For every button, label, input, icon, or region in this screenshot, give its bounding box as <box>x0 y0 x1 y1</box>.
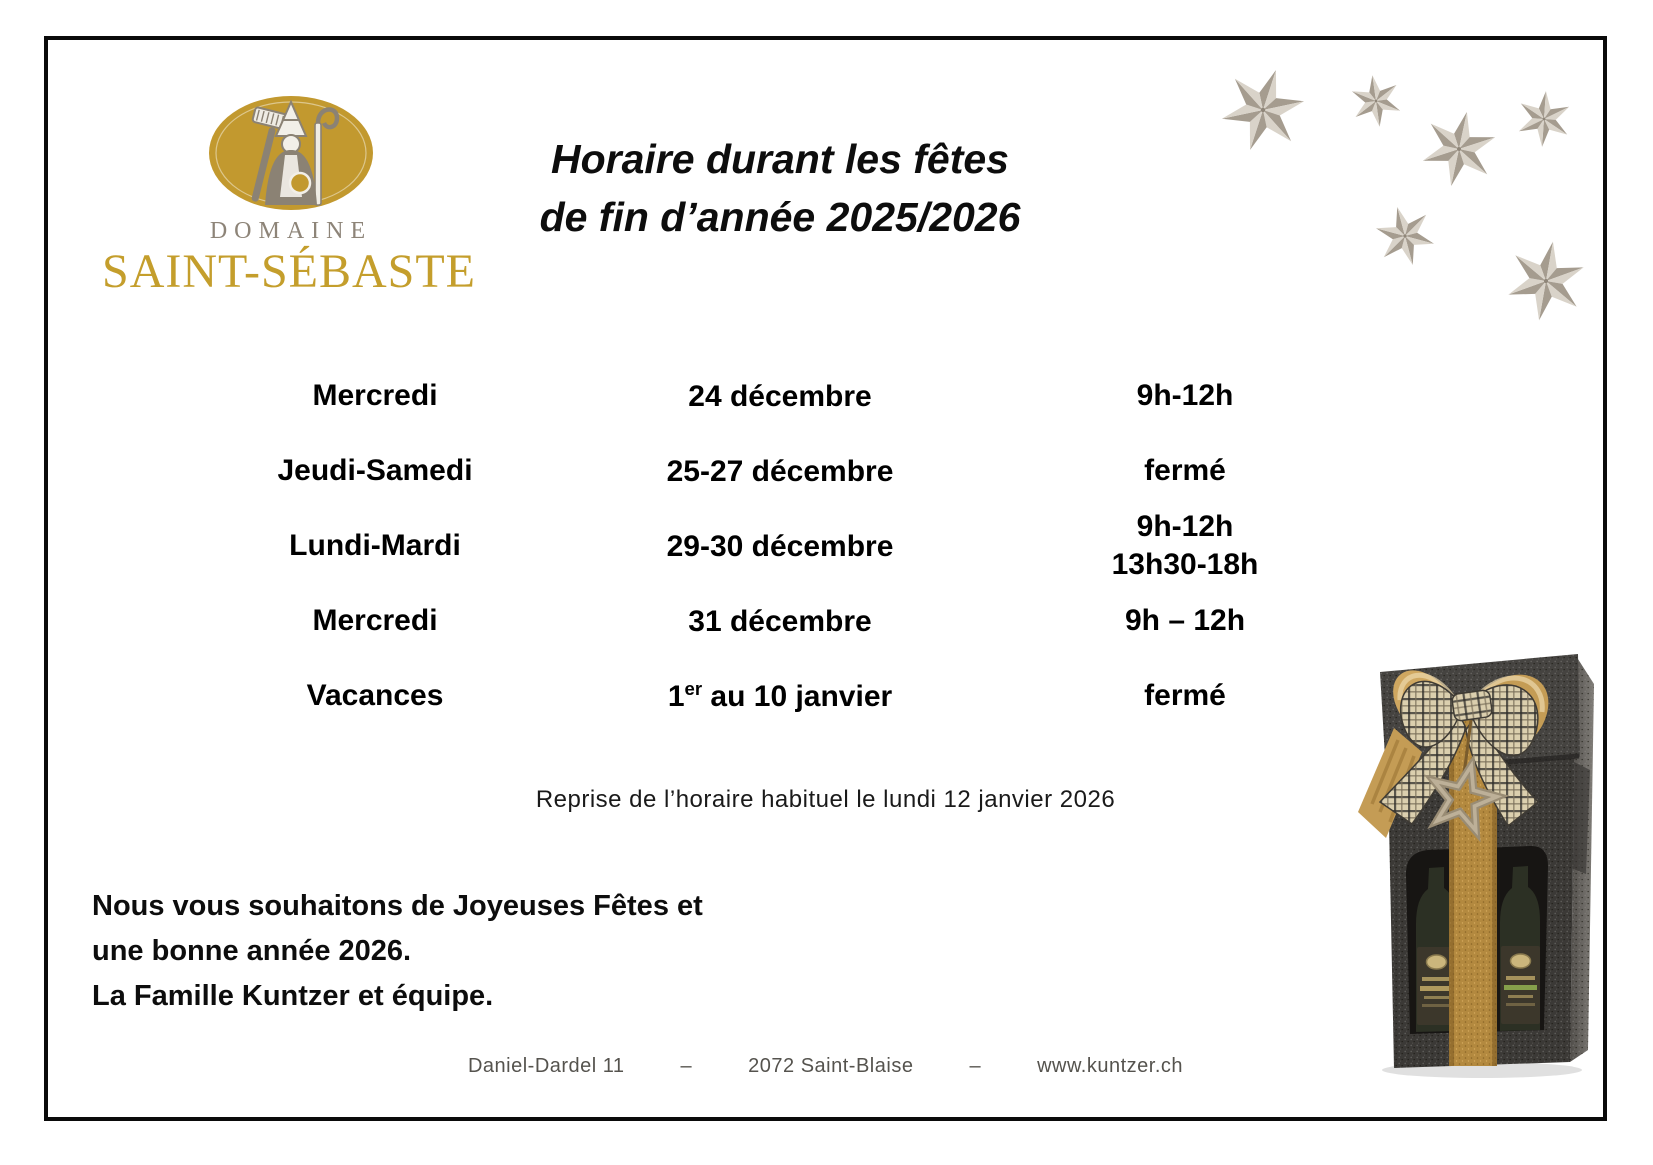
star-icon <box>1518 89 1570 148</box>
hours-label: 9h-12h 13h30-18h <box>1111 510 1259 581</box>
greeting-line-3: La Famille Kuntzer et équipe. <box>92 980 494 1012</box>
day-label: Mercredi <box>312 378 438 412</box>
greeting-line-1: Nous vous souhaitons de Joyeuses Fêtes et <box>92 890 703 922</box>
hours-label: fermé <box>1144 678 1226 712</box>
schedule-row <box>250 508 1310 583</box>
footer-website: www.kuntzer.ch <box>1037 1055 1184 1077</box>
date-label: 31 décembre <box>688 604 872 638</box>
date-label: 1er au 10 janvier <box>667 677 893 713</box>
day-label: Vacances <box>306 678 444 712</box>
day-label: Mercredi <box>312 603 438 637</box>
date-label: 25-27 décembre <box>666 454 894 488</box>
day-label: Jeudi-Samedi <box>277 453 473 487</box>
greeting-message <box>92 884 703 1019</box>
brand-domaine-label: DOMAINE <box>209 218 373 244</box>
footer-separator: – <box>969 1055 982 1077</box>
title-line-1: Horaire durant les fêtes <box>551 136 1009 182</box>
footer-city: 2072 Saint-Blaise <box>748 1055 914 1077</box>
star-icon <box>1372 200 1438 271</box>
star-icon <box>1350 72 1402 130</box>
star-icon <box>1505 236 1587 327</box>
holiday-schedule <box>250 358 1310 733</box>
footer-address: Daniel-Dardel 11 <box>467 1055 625 1077</box>
schedule-row <box>250 583 1310 658</box>
greeting-line-2: une bonne année 2026. <box>92 935 412 967</box>
schedule-row <box>250 358 1310 433</box>
hours-label: fermé <box>1144 453 1226 487</box>
schedule-row <box>250 433 1310 508</box>
page-title <box>430 130 1130 246</box>
schedule-row <box>250 658 1310 733</box>
star-icon <box>1215 59 1310 161</box>
schedule-note: Reprise de l’horaire habituel le lundi 12 janvier 2026 <box>535 786 1116 813</box>
date-label: 24 décembre <box>688 379 872 413</box>
stars-decoration <box>1170 45 1610 335</box>
date-label: 29-30 décembre <box>666 530 894 563</box>
day-label: Lundi-Mardi <box>289 529 461 562</box>
footer-separator: – <box>680 1055 693 1077</box>
title-line-2: de fin d’année 2025/2026 <box>539 194 1021 240</box>
brand-name-label: SAINT-SÉBASTE <box>102 245 476 298</box>
gift-box-image <box>1350 612 1600 1082</box>
hours-label: 9h – 12h <box>1124 603 1246 637</box>
hours-label: 9h-12h <box>1136 378 1234 412</box>
bishop-emblem-icon <box>205 93 377 217</box>
star-icon <box>1419 105 1499 193</box>
